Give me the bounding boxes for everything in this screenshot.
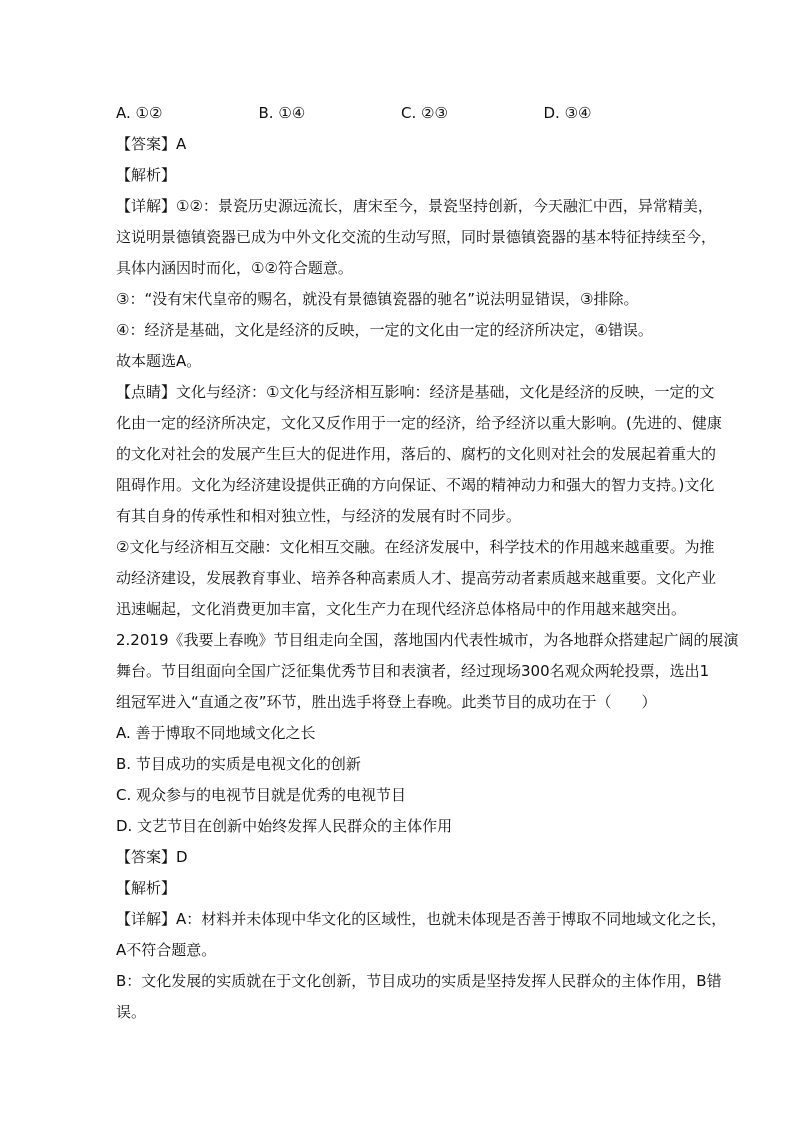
q2-detail-b xyxy=(116,966,722,1028)
q2-stem-line: 2.2019《我要上春晚》节目组走向全国，落地国内代表性城市，为各地群众搭建起广阔的展演 xyxy=(116,631,739,649)
q2-detail-b-line: B：文化发展的实质就在于文化创新，节目成功的实质是坚持发挥人民群众的主体作用，B错 xyxy=(116,972,722,990)
q1-point-3: ③：“没有宋代皇帝的赐名，就没有景德镇瓷器的驰名”说法明显错误，③排除。 xyxy=(116,290,639,308)
q1-options xyxy=(116,98,686,129)
q2-option-d: D. 文艺节目在创新中始终发挥人民群众的主体作用 xyxy=(116,817,453,835)
q1-tip2-line: 动经济建设，发展教育事业、培养各种高素质人才、提高劳动者素质越来越重要。文化产业 xyxy=(116,569,717,587)
q2-analysis-heading: 【解析】 xyxy=(116,879,177,897)
q1-tip2-line: ②文化与经济相互交融：文化相互交融。在经济发展中，科学技术的作用越来越重要。为推 xyxy=(116,538,715,556)
q1-tip-line: 阻碍作用。文化为经济建设提供正确的方向保证、不竭的精神动力和强大的智力支持。)文化 xyxy=(116,476,715,494)
q2-detail-a-line: 【详解】A：材料并未体现中华文化的区域性，也就未体现是否善于博取不同地域文化之长， xyxy=(116,910,727,928)
q1-detail-line: 具体内涵因时而化，①②符合题意。 xyxy=(116,259,353,277)
q1-detail-line: 【详解】①②：景瓷历史源远流长，唐宋至今，景瓷坚持创新，今天融汇中西，异常精美， xyxy=(116,197,713,215)
q1-option-b: B. ①④ xyxy=(258,104,306,122)
q1-tip xyxy=(116,377,722,532)
q2-stem-line: 舞台。节目组面向全国广泛征集优秀节目和表演者，经过现场300名观众两轮投票，选出1 xyxy=(116,662,710,680)
q1-option-d: D. ③④ xyxy=(543,104,592,122)
q1-option-a: A. ①② xyxy=(116,104,163,122)
q1-tip-line: 有其自身的传承性和相对独立性，与经济的发展有时不同步。 xyxy=(116,507,522,525)
q1-answer: 【答案】A xyxy=(116,135,187,153)
q2-option-c: C. 观众参与的电视节目就是优秀的电视节目 xyxy=(116,786,407,804)
q1-tip-line: 的文化对社会的发展产生巨大的促进作用，落后的、腐朽的文化则对社会的发展起着重大的 xyxy=(116,445,717,463)
q1-analysis-heading: 【解析】 xyxy=(116,166,177,184)
q1-tip-line: 【点睛】文化与经济：①文化与经济相互影响：经济是基础，文化是经济的反映，一定的文 xyxy=(116,383,715,401)
q2-detail-a-line: A不符合题意。 xyxy=(116,941,217,959)
q2-options xyxy=(116,718,686,842)
q2-stem-line: 组冠军进入“直通之夜”环节，胜出选手将登上春晚。此类节目的成功在于（ ） xyxy=(116,693,657,711)
q1-option-c: C. ②③ xyxy=(401,104,448,122)
q2-option-b: B. 节目成功的实质是电视文化的创新 xyxy=(116,755,361,773)
document-page xyxy=(116,98,739,1028)
q2-detail-a xyxy=(116,904,727,966)
q2-detail-b-line: 误。 xyxy=(116,1003,147,1021)
q1-tip-2 xyxy=(116,532,717,625)
q2-stem xyxy=(116,625,739,718)
q1-point-4: ④：经济是基础，文化是经济的反映，一定的文化由一定的经济所决定，④错误。 xyxy=(116,321,653,339)
q1-detail-line: 这说明景德镇瓷器已成为中外文化交流的生动写照，同时景德镇瓷器的基本特征持续至今， xyxy=(116,228,717,246)
q1-tip2-line: 迅速崛起，文化消费更加丰富，文化生产力在现代经济总体格局中的作用越来越突出。 xyxy=(116,600,687,618)
q1-tip-line: 化由一定的经济所决定，文化又反作用于一定的经济，给予经济以重大影响。(先进的、健康 xyxy=(116,414,722,432)
q2-answer: 【答案】D xyxy=(116,848,188,866)
q1-detail xyxy=(116,191,717,284)
q2-option-a: A. 善于博取不同地域文化之长 xyxy=(116,724,316,742)
q1-conclusion: 故本题选A。 xyxy=(116,352,202,370)
